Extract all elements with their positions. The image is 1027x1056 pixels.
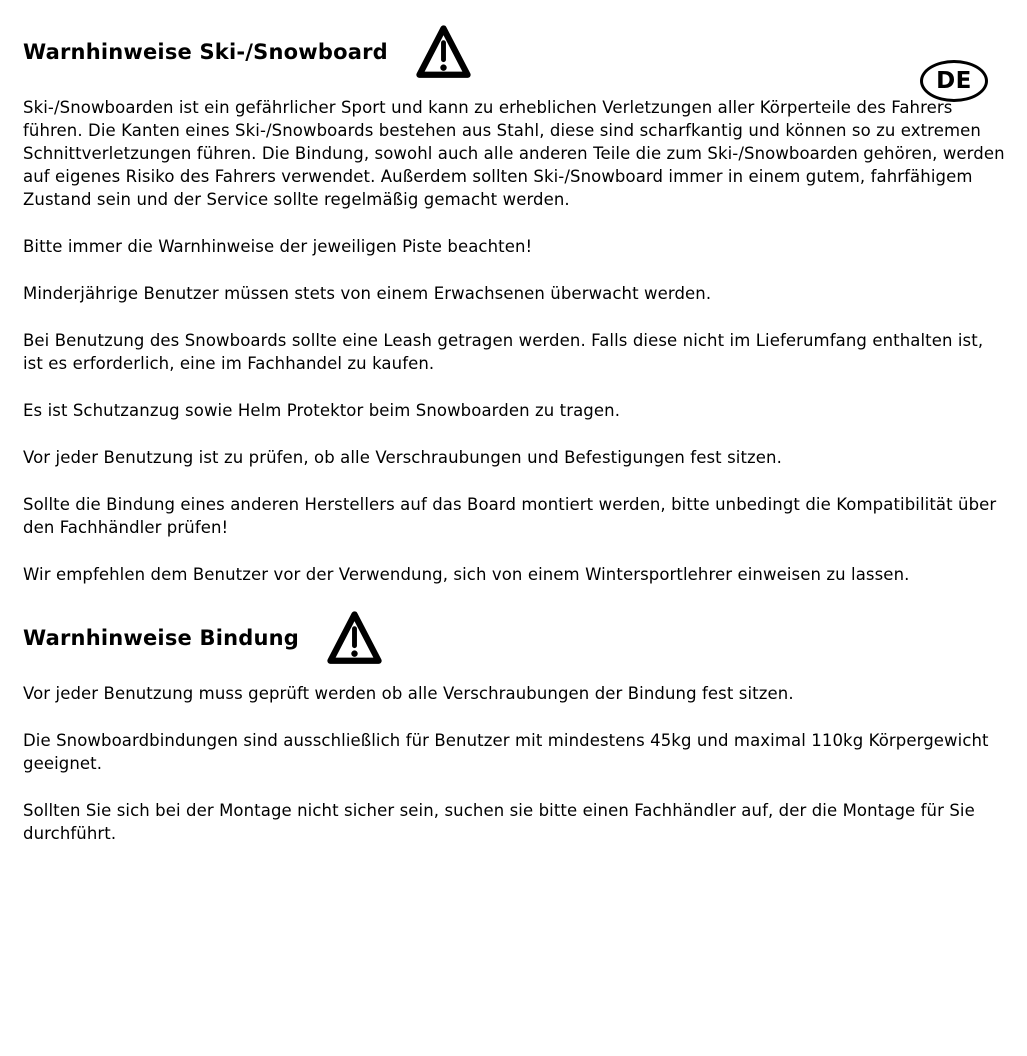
paragraph-protective-gear: Es ist Schutzanzug sowie Helm Protektor beim Snowboarden zu tragen. xyxy=(23,401,621,420)
paragraph-dealer-mounting: Sollten Sie sich bei der Montage nicht sicher sein, suchen sie bitte einen Fachhändler auf, der die Montage für Sie durchführt. xyxy=(23,801,975,843)
document-content xyxy=(23,24,1005,845)
language-badge: DE xyxy=(920,60,988,102)
warning-triangle-icon xyxy=(326,610,383,667)
section-ski-snowboard-heading-row xyxy=(23,24,1005,81)
warning-triangle-icon xyxy=(415,24,472,81)
warning-notice-page xyxy=(0,24,1027,1056)
section-binding-heading-row xyxy=(23,610,1005,667)
paragraph-danger-overview: Ski-/Snowboarden ist ein gefährlicher Sport und kann zu erheblichen Verletzungen aller Körperteile des Fahrers führen. Die Kanten eines Ski-/Snowboards bestehen aus Stahl, diese sind scharfkantig und können so zu extremen Schnittverletzungen führen. Die Bindung, sowohl auch alle anderen Teile die zum Ski-/Snowboarden gehören, werden auf eigenes Risiko des Fahrers verwendet. Außerdem sollten Ski-/Snowboard immer in einem gutem, fahrfähigem Zustand sein und der Service sollte regelmäßig gemacht werden. xyxy=(23,98,1005,209)
section-heading-ski-snowboard: Warnhinweise Ski-/Snowboard xyxy=(23,39,388,64)
paragraph-leash: Bei Benutzung des Snowboards sollte eine Leash getragen werden. Falls diese nicht im Lieferumfang enthalten ist, ist es erforderlich, eine im Fachhandel zu kaufen. xyxy=(23,331,984,373)
paragraph-instructor-recommendation: Wir empfehlen dem Benutzer vor der Verwendung, sich von einem Wintersportlehrer einweisen zu lassen. xyxy=(23,565,910,584)
paragraph-weight-range: Die Snowboardbindungen sind ausschließlich für Benutzer mit mindestens 45kg und maximal 110kg Körpergewicht geeignet. xyxy=(23,731,989,773)
section-heading-binding: Warnhinweise Bindung xyxy=(23,625,300,650)
paragraph-check-screws: Vor jeder Benutzung ist zu prüfen, ob alle Verschraubungen und Befestigungen fest sitzen. xyxy=(23,448,782,467)
paragraph-binding-compatibility: Sollte die Bindung eines anderen Herstellers auf das Board montiert werden, bitte unbedingt die Kompatibilität über den Fachhändler prüfen! xyxy=(23,495,997,537)
paragraph-piste-warnings: Bitte immer die Warnhinweise der jeweiligen Piste beachten! xyxy=(23,237,533,256)
paragraph-binding-check-screws: Vor jeder Benutzung muss geprüft werden ob alle Verschraubungen der Bindung fest sitzen. xyxy=(23,684,794,703)
paragraph-minors-supervision: Minderjährige Benutzer müssen stets von einem Erwachsenen überwacht werden. xyxy=(23,284,712,303)
